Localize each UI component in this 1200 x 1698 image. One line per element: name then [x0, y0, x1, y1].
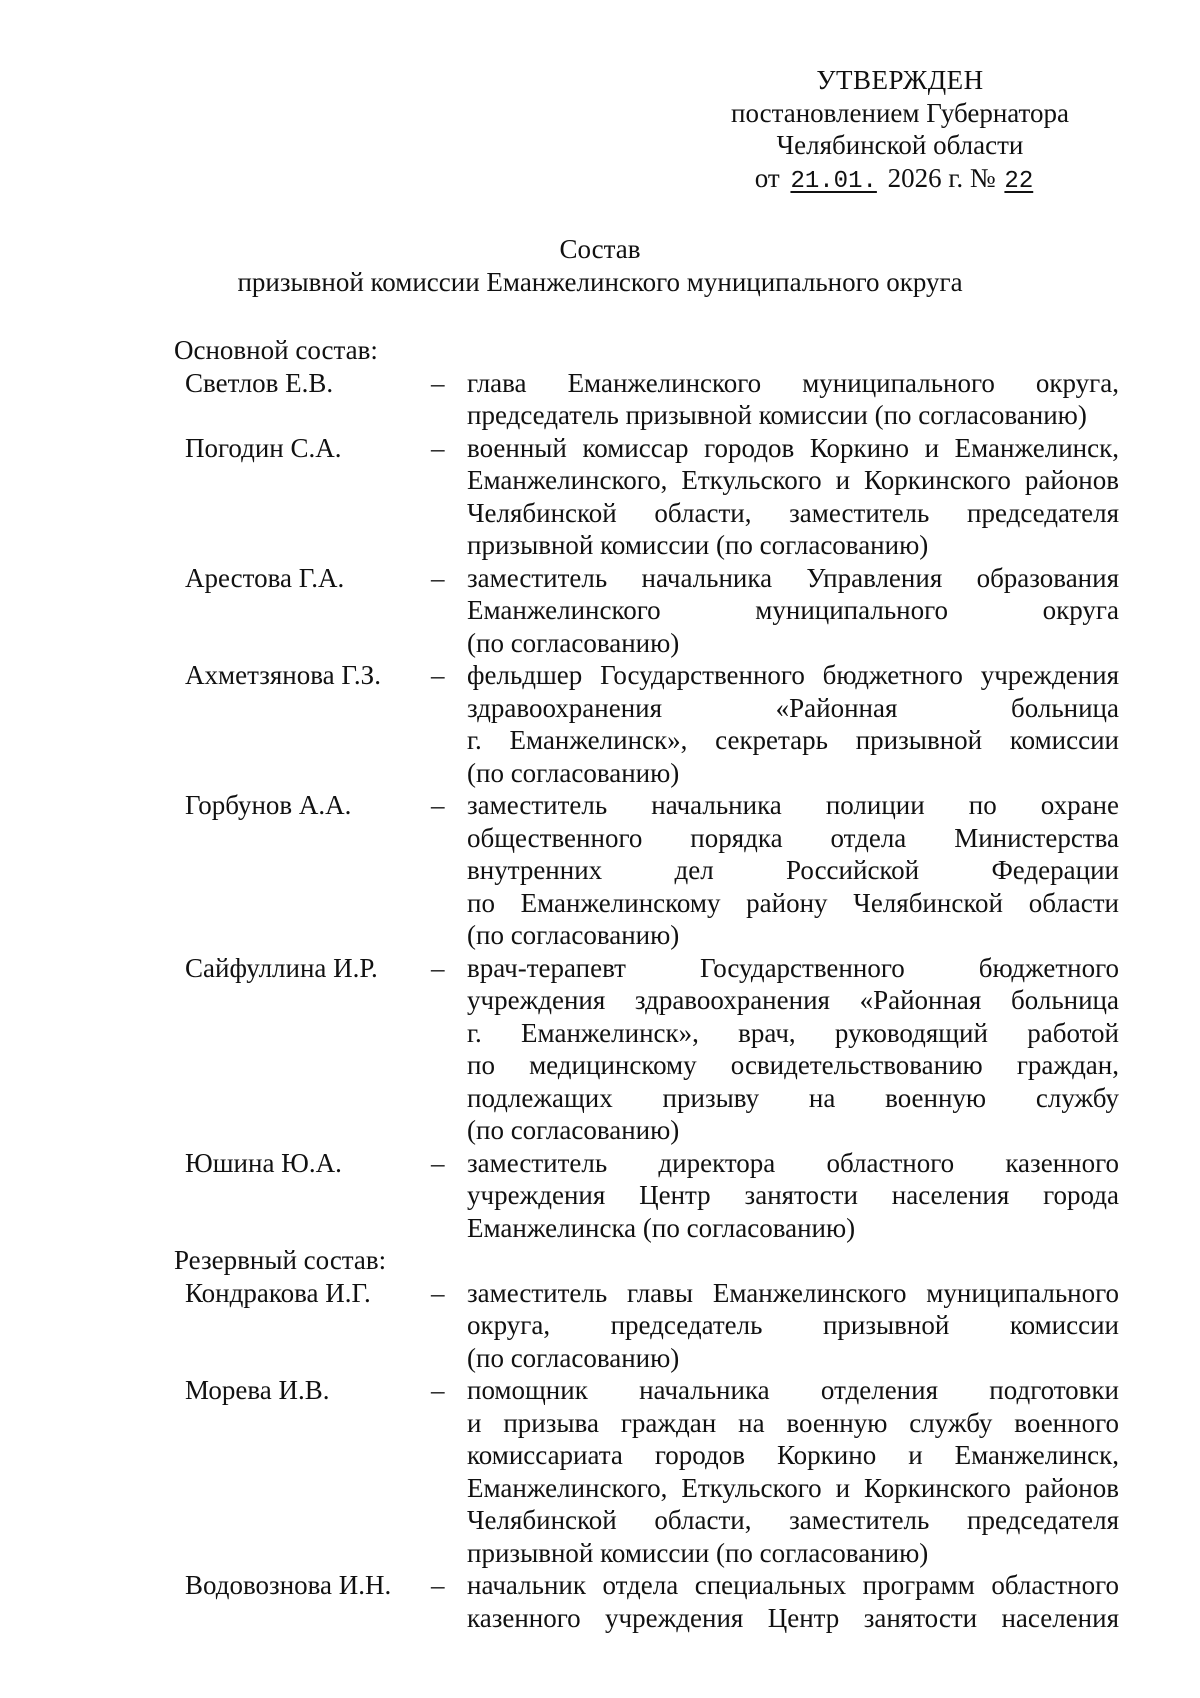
position-line: военный комиссар городов Коркино и Еманжелинск,: [467, 432, 1119, 463]
position-line: заместитель директора областного казенного: [467, 1147, 1119, 1178]
member-dash: –: [431, 367, 445, 398]
member-position: [467, 562, 1119, 660]
member-row: [174, 1374, 1134, 1569]
member-position: [467, 789, 1119, 952]
commission-list: [174, 334, 1134, 1634]
member-dash: –: [431, 660, 445, 690]
member-row: [174, 789, 1134, 952]
position-line: казенного учреждения Центр занятости населения: [467, 1602, 1119, 1633]
position-line: (по согласованию): [467, 920, 680, 950]
member-position: [467, 659, 1119, 789]
member-dash: –: [431, 790, 445, 820]
position-line: округа, председатель призывной комиссии: [467, 1310, 1119, 1340]
member-position: [467, 1374, 1119, 1569]
member-name: Юшина Ю.А.: [185, 1147, 342, 1178]
member-dash: –: [431, 1375, 445, 1405]
reserve-members: [174, 1277, 1134, 1635]
document-heading: [0, 233, 1200, 298]
position-line: учреждения Центр занятости населения города: [467, 1180, 1119, 1210]
member-name: Светлов Е.В.: [185, 367, 334, 398]
member-row: [174, 659, 1134, 789]
position-line: общественного порядка отдела Министерства: [467, 822, 1119, 853]
position-line: по Еманжелинскому району Челябинской области: [467, 887, 1119, 918]
position-line: фельдшер Государственного бюджетного учреждения: [467, 660, 1119, 690]
member-row: [174, 1277, 1134, 1375]
member-dash: –: [431, 432, 445, 463]
member-position: [467, 1277, 1119, 1375]
position-line: врач-терапевт Государственного бюджетного: [467, 952, 1119, 983]
position-line: заместитель начальника Управления образования: [467, 562, 1119, 593]
member-name: Сайфуллина И.Р.: [185, 952, 378, 983]
main-section-label: Основной состав:: [174, 335, 378, 365]
position-line: и призыва граждан на военную службу военного: [467, 1407, 1119, 1438]
position-line: Челябинской области, заместитель председателя: [467, 497, 1119, 528]
member-position: [467, 432, 1119, 562]
position-line: призывной комиссии (по согласованию): [467, 1537, 929, 1568]
member-position: [467, 952, 1119, 1147]
position-line: комиссариата городов Коркино и Еманжелинск,: [467, 1440, 1119, 1470]
member-row: [174, 952, 1134, 1147]
document-subtitle: призывной комиссии Еманжелинского муниципального округа: [237, 266, 963, 297]
position-line: заместитель начальника полиции по охране: [467, 790, 1119, 820]
position-line: Еманжелинского, Еткульского и Коркинского районов: [467, 465, 1119, 495]
position-line: внутренних дел Российской Федерации: [467, 855, 1119, 885]
position-line: (по согласованию): [467, 627, 680, 658]
document-title: Состав: [559, 234, 641, 264]
member-dash: –: [431, 952, 445, 983]
member-name: Горбунов А.А.: [185, 790, 352, 820]
approval-line-1: постановлением Губернатора: [731, 97, 1069, 128]
date-prefix: от: [754, 162, 780, 193]
member-row: [174, 367, 1134, 432]
approval-date-line: [700, 162, 1100, 199]
member-row: [174, 562, 1134, 660]
member-position: [467, 367, 1119, 432]
date-year: 2026 г. №: [887, 162, 996, 193]
position-line: председатель призывной комиссии (по согласованию): [467, 400, 1087, 430]
main-members: [174, 367, 1134, 1245]
member-dash: –: [431, 562, 445, 593]
position-line: начальник отдела специальных программ областного: [467, 1570, 1119, 1600]
position-line: г. Еманжелинск», врач, руководящий работой: [467, 1017, 1119, 1048]
approval-title: УТВЕРЖДЕН: [816, 65, 984, 95]
member-row: [174, 1569, 1134, 1634]
document-number: 22: [1004, 167, 1034, 195]
member-row: [174, 1147, 1134, 1245]
position-line: заместитель главы Еманжелинского муниципального: [467, 1277, 1119, 1308]
member-name: Ахметзянова Г.З.: [185, 660, 381, 690]
member-name: Кондракова И.Г.: [185, 1277, 371, 1308]
position-line: Еманжелинского муниципального округа: [467, 595, 1119, 625]
position-line: (по согласованию): [467, 757, 680, 788]
position-line: призывной комиссии (по согласованию): [467, 530, 929, 560]
member-name: Водовознова И.Н.: [185, 1570, 392, 1600]
position-line: Еманжелинского, Еткульского и Коркинского районов: [467, 1472, 1119, 1503]
approval-line-2: Челябинской области: [776, 130, 1024, 160]
position-line: г. Еманжелинск», секретарь призывной комиссии: [467, 725, 1119, 755]
member-name: Арестова Г.А.: [185, 562, 345, 593]
member-position: [467, 1147, 1119, 1245]
date-value: 21.01.: [790, 167, 877, 195]
member-dash: –: [431, 1147, 445, 1178]
position-line: учреждения здравоохранения «Районная больница: [467, 985, 1119, 1015]
position-line: помощник начальника отделения подготовки: [467, 1375, 1119, 1405]
position-line: (по согласованию): [467, 1342, 680, 1373]
approval-stamp: [700, 64, 1100, 198]
member-position: [467, 1569, 1119, 1634]
member-dash: –: [431, 1570, 445, 1600]
position-line: (по согласованию): [467, 1115, 680, 1145]
member-name: Погодин С.А.: [185, 432, 342, 463]
position-line: Челябинской области, заместитель председателя: [467, 1505, 1119, 1535]
reserve-section-label: Резервный состав:: [174, 1245, 387, 1275]
position-line: здравоохранения «Районная больница: [467, 692, 1119, 723]
position-line: подлежащих призыву на военную службу: [467, 1082, 1119, 1113]
member-name: Морева И.В.: [185, 1375, 330, 1405]
position-line: Еманжелинска (по согласованию): [467, 1212, 856, 1243]
member-dash: –: [431, 1277, 445, 1308]
position-line: глава Еманжелинского муниципального округа,: [467, 367, 1119, 398]
member-row: [174, 432, 1134, 562]
position-line: по медицинскому освидетельствованию граждан,: [467, 1050, 1119, 1080]
